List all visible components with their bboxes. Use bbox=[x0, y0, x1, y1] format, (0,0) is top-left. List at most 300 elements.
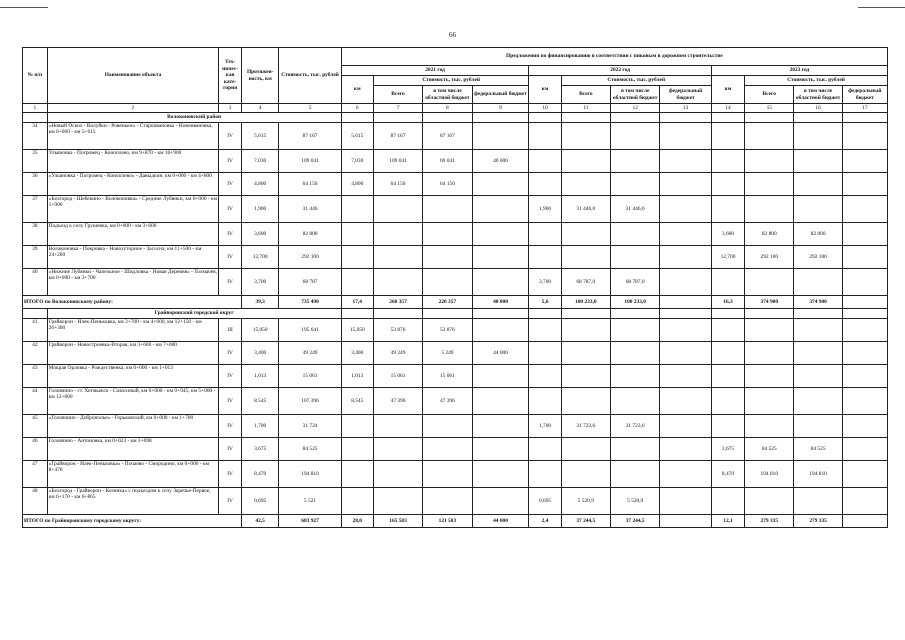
financing-cell bbox=[842, 319, 887, 342]
column-index: 10 bbox=[529, 104, 561, 113]
column-index: 12 bbox=[610, 104, 659, 113]
financing-cell bbox=[373, 269, 422, 296]
empty-cell bbox=[373, 309, 422, 319]
financing-cell bbox=[745, 319, 794, 342]
header-including: в том числе bbox=[803, 88, 833, 95]
financing-cell bbox=[711, 488, 744, 515]
table-row bbox=[23, 173, 888, 196]
financing-cell: 5 249 bbox=[423, 342, 472, 365]
object-name: «Белгород - Шебекино - Волоконовка» - Средние Лубянки, км 0+000 - км 1+900 bbox=[47, 196, 219, 223]
total-row bbox=[23, 296, 888, 309]
tech-category: IV bbox=[219, 388, 242, 415]
empty-cell bbox=[341, 113, 373, 123]
financing-cell bbox=[842, 365, 887, 388]
financing-cell bbox=[341, 269, 373, 296]
financing-cell bbox=[423, 223, 472, 246]
financing-cell bbox=[745, 196, 794, 223]
financing-cell bbox=[423, 461, 472, 488]
empty-cell bbox=[610, 113, 659, 123]
total-financing-cell bbox=[842, 296, 887, 309]
cost-value: 49 249 bbox=[279, 342, 341, 365]
financing-cell: 64 150 bbox=[373, 173, 422, 196]
header-total: Всего bbox=[373, 86, 422, 104]
object-name: «Ульяновка - Погромец - Коноплево» - Давыдкин, км 0+000 - км 4+800 bbox=[47, 173, 219, 196]
financing-cell bbox=[472, 438, 529, 461]
total-financing-cell: 16,3 bbox=[711, 296, 744, 309]
table-row bbox=[23, 269, 888, 296]
header-federal: федеральный бюджет bbox=[472, 86, 529, 104]
financing-cell bbox=[842, 196, 887, 223]
financing-cell bbox=[373, 196, 422, 223]
financing-cell: 47 396 bbox=[373, 388, 422, 415]
total-financing-cell: 44 000 bbox=[472, 515, 529, 528]
table-row bbox=[23, 388, 888, 415]
financing-cell bbox=[529, 461, 561, 488]
total-financing-cell: 37 244,5 bbox=[561, 515, 610, 528]
length-km: 5,615 bbox=[241, 123, 279, 150]
financing-cell bbox=[660, 123, 712, 150]
header-total: Всего bbox=[561, 86, 610, 104]
row-number: 48 bbox=[23, 488, 48, 515]
financing-cell bbox=[529, 123, 561, 150]
financing-cell: 53 876 bbox=[373, 319, 422, 342]
financing-cell bbox=[610, 246, 659, 269]
financing-cell: 109 041 bbox=[373, 150, 422, 173]
financing-cell: 64 150 bbox=[423, 173, 472, 196]
financing-cell bbox=[341, 246, 373, 269]
financing-cell bbox=[373, 223, 422, 246]
length-km: 3,400 bbox=[241, 342, 279, 365]
financing-cell bbox=[794, 150, 842, 173]
cost-value: 64 150 bbox=[279, 173, 341, 196]
object-name: «Грайворон - Илек-Пеньковка» - Почаево - Смородино, км 0+000 - км 8+470 bbox=[47, 461, 219, 488]
financing-cell: 4,800 bbox=[341, 173, 373, 196]
column-index: 8 bbox=[423, 104, 472, 113]
financing-cell bbox=[561, 223, 610, 246]
cost-value: 31 446 bbox=[279, 196, 341, 223]
financing-cell: 292 100 bbox=[745, 246, 794, 269]
empty-cell bbox=[660, 113, 712, 123]
table-row bbox=[23, 246, 888, 269]
tech-category: IV bbox=[219, 223, 242, 246]
total-financing-cell: 374 900 bbox=[794, 296, 842, 309]
page-number: 66 bbox=[449, 31, 456, 39]
financing-cell bbox=[660, 269, 712, 296]
header-regional bbox=[423, 86, 472, 104]
financing-cell bbox=[529, 246, 561, 269]
cost-value: 107 396 bbox=[279, 388, 341, 415]
financing-cell bbox=[561, 365, 610, 388]
column-index: 11 bbox=[561, 104, 610, 113]
header-name: Наименование объекта bbox=[47, 48, 219, 104]
row-number: 39 bbox=[23, 246, 48, 269]
financing-cell bbox=[660, 246, 712, 269]
total-label: ИТОГО по Грайворонскому городскому округу: bbox=[23, 515, 242, 528]
header-year: 2021 год bbox=[341, 66, 529, 76]
header-including: в том числе bbox=[620, 88, 650, 95]
empty-cell bbox=[561, 309, 610, 319]
financing-cell bbox=[529, 150, 561, 173]
column-index: 3 bbox=[219, 104, 242, 113]
empty-cell bbox=[529, 309, 561, 319]
financing-cell bbox=[373, 438, 422, 461]
table-row bbox=[23, 123, 888, 150]
table-row bbox=[23, 319, 888, 342]
financing-cell bbox=[610, 123, 659, 150]
total-financing-cell: 279 335 bbox=[745, 515, 794, 528]
financing-cell bbox=[794, 365, 842, 388]
tech-category: III bbox=[219, 319, 242, 342]
total-financing-cell: 260 357 bbox=[373, 296, 422, 309]
financing-cell bbox=[472, 365, 529, 388]
empty-cell bbox=[842, 113, 887, 123]
row-number: 41 bbox=[23, 319, 48, 342]
row-number: 46 bbox=[23, 438, 48, 461]
object-name: Головчино - Антоновка, км 0+023 - км 3+698 bbox=[47, 438, 219, 461]
financing-cell bbox=[794, 415, 842, 438]
financing-cell bbox=[745, 388, 794, 415]
column-index: 2 bbox=[47, 104, 219, 113]
empty-cell bbox=[610, 309, 659, 319]
tech-category: IV bbox=[219, 150, 242, 173]
total-financing-cell bbox=[842, 515, 887, 528]
empty-cell bbox=[561, 113, 610, 123]
object-name: Ульяновка - Погромец - Коноплево, км 9+870 - км 16+900 bbox=[47, 150, 219, 173]
financing-cell bbox=[561, 461, 610, 488]
financing-cell bbox=[745, 173, 794, 196]
financing-cell bbox=[745, 269, 794, 296]
header-federal: федеральный бюджет bbox=[660, 86, 712, 104]
financing-cell: 3,600 bbox=[711, 223, 744, 246]
financing-cell bbox=[423, 488, 472, 515]
top-rule-left bbox=[0, 7, 48, 8]
header-cost-group: Стоимость, тыс. рублей bbox=[561, 76, 711, 86]
object-name: Подъезд к селу Грушевка, км 0+000 - км 3+600 bbox=[47, 223, 219, 246]
row-number: 47 bbox=[23, 461, 48, 488]
financing-cell bbox=[472, 173, 529, 196]
header-category: Тех-ничес-кая кате-гория bbox=[219, 48, 242, 104]
financing-cell bbox=[711, 173, 744, 196]
financing-cell bbox=[423, 269, 472, 296]
column-index: 1 bbox=[23, 104, 48, 113]
empty-cell bbox=[472, 309, 529, 319]
financing-cell bbox=[660, 461, 712, 488]
section-title: Волоконовский район bbox=[47, 113, 341, 123]
tech-category: IV bbox=[219, 438, 242, 461]
table-row bbox=[23, 150, 888, 173]
financing-cell: 87 167 bbox=[423, 123, 472, 150]
financing-cell bbox=[794, 196, 842, 223]
financing-cell: 47 396 bbox=[423, 388, 472, 415]
length-km: 3,700 bbox=[241, 269, 279, 296]
financing-cell: 31 446,0 bbox=[610, 196, 659, 223]
section-spacer bbox=[23, 309, 48, 319]
financing-cell: 87 167 bbox=[373, 123, 422, 150]
financing-cell bbox=[561, 388, 610, 415]
tech-category: IV bbox=[219, 365, 242, 388]
financing-cell bbox=[794, 388, 842, 415]
header-cost-group: Стоимость, тыс. рублей bbox=[745, 76, 888, 86]
financing-cell bbox=[341, 196, 373, 223]
empty-cell bbox=[423, 309, 472, 319]
financing-cell bbox=[341, 223, 373, 246]
empty-cell bbox=[373, 113, 422, 123]
financing-cell: 44 000 bbox=[472, 342, 529, 365]
financing-cell: 3,675 bbox=[711, 438, 744, 461]
table-row bbox=[23, 415, 888, 438]
empty-cell bbox=[423, 113, 472, 123]
financing-cell bbox=[842, 461, 887, 488]
header-proposals: Предложения по финансированию в соответствии с пиковым в дорожном строительстве bbox=[341, 48, 887, 66]
empty-cell bbox=[660, 309, 712, 319]
financing-cell bbox=[842, 246, 887, 269]
financing-cell bbox=[610, 223, 659, 246]
financing-cell: 84 525 bbox=[794, 438, 842, 461]
financing-cell bbox=[794, 342, 842, 365]
financing-cell bbox=[373, 415, 422, 438]
financing-table bbox=[22, 47, 888, 528]
financing-cell bbox=[660, 415, 712, 438]
tech-category: IV bbox=[219, 342, 242, 365]
financing-cell bbox=[472, 223, 529, 246]
total-cost: 683 927 bbox=[279, 515, 341, 528]
financing-cell bbox=[561, 342, 610, 365]
financing-cell: 8,470 bbox=[711, 461, 744, 488]
top-rule-right bbox=[858, 7, 905, 8]
length-km: 8,545 bbox=[241, 388, 279, 415]
table-row bbox=[23, 342, 888, 365]
total-financing-cell bbox=[660, 296, 712, 309]
financing-cell bbox=[794, 123, 842, 150]
financing-cell bbox=[711, 342, 744, 365]
total-financing-cell: 100 233,0 bbox=[561, 296, 610, 309]
financing-cell bbox=[660, 150, 712, 173]
financing-cell bbox=[341, 415, 373, 438]
financing-cell bbox=[610, 461, 659, 488]
financing-cell bbox=[529, 342, 561, 365]
total-financing-cell: 165 583 bbox=[373, 515, 422, 528]
financing-cell bbox=[561, 319, 610, 342]
section-row bbox=[23, 309, 888, 319]
object-name: «Нижние Лубянки - Чапельное - Шидловка - Новая Деревня» - Толмачев, км 0+000 - км 3+700 bbox=[47, 269, 219, 296]
financing-cell: 1,900 bbox=[529, 196, 561, 223]
object-name: «Головчино - Доброполье» - Горьковский, км 0+000 - км 1+700 bbox=[47, 415, 219, 438]
table-row bbox=[23, 461, 888, 488]
financing-cell bbox=[423, 415, 472, 438]
financing-cell bbox=[472, 488, 529, 515]
empty-cell bbox=[529, 113, 561, 123]
column-index: 5 bbox=[279, 104, 341, 113]
cost-value: 292 100 bbox=[279, 246, 341, 269]
cost-value: 87 167 bbox=[279, 123, 341, 150]
row-number: 44 bbox=[23, 388, 48, 415]
column-index: 6 bbox=[341, 104, 373, 113]
object-name: Мокрая Орловка - Рождественка, км 0+000 - км 1+013 bbox=[47, 365, 219, 388]
header-no: № п/п bbox=[23, 48, 48, 104]
financing-cell bbox=[472, 269, 529, 296]
financing-cell: 68 787,0 bbox=[610, 269, 659, 296]
total-financing-cell: 12,1 bbox=[711, 515, 744, 528]
financing-cell: 7,030 bbox=[341, 150, 373, 173]
financing-cell bbox=[794, 319, 842, 342]
cost-value: 195 641 bbox=[279, 319, 341, 342]
object-name: Грайворон - Илек-Пеньковка, км 3+700 - км 4+600, км 12+150 - км 26+300 bbox=[47, 319, 219, 342]
total-financing-cell: 279 335 bbox=[794, 515, 842, 528]
financing-cell bbox=[660, 342, 712, 365]
financing-cell bbox=[794, 488, 842, 515]
column-index: 4 bbox=[241, 104, 279, 113]
financing-cell bbox=[529, 365, 561, 388]
financing-cell bbox=[711, 150, 744, 173]
row-number: 36 bbox=[23, 173, 48, 196]
object-name: Грайворон - Новостроевка-Вторая, км 3+600 - км 7+000 bbox=[47, 342, 219, 365]
row-number: 37 bbox=[23, 196, 48, 223]
length-km: 1,900 bbox=[241, 196, 279, 223]
financing-cell bbox=[610, 438, 659, 461]
financing-cell: 82 800 bbox=[794, 223, 842, 246]
table-row bbox=[23, 196, 888, 223]
financing-cell bbox=[341, 461, 373, 488]
financing-cell bbox=[711, 319, 744, 342]
length-km: 7,030 bbox=[241, 150, 279, 173]
financing-cell bbox=[794, 269, 842, 296]
header-regional-label: областной бюджет bbox=[795, 94, 841, 101]
financing-cell bbox=[472, 246, 529, 269]
financing-cell bbox=[842, 269, 887, 296]
financing-cell: 194 810 bbox=[794, 461, 842, 488]
financing-cell bbox=[660, 365, 712, 388]
header-cost-group: Стоимость, тыс. рублей bbox=[373, 76, 529, 86]
financing-cell bbox=[610, 150, 659, 173]
header-regional bbox=[794, 86, 842, 104]
table-header bbox=[23, 48, 888, 104]
object-name: «Белгород - Грайворон - Козинка» с подъездом к селу Заречье-Первое, км 6+170 - км 6+865 bbox=[47, 488, 219, 515]
financing-cell bbox=[842, 415, 887, 438]
financing-cell bbox=[472, 388, 529, 415]
total-financing-cell: 2,4 bbox=[529, 515, 561, 528]
financing-cell bbox=[660, 388, 712, 415]
financing-cell: 31 446,0 bbox=[561, 196, 610, 223]
tech-category: IV bbox=[219, 246, 242, 269]
financing-cell bbox=[842, 342, 887, 365]
financing-cell bbox=[529, 173, 561, 196]
financing-cell bbox=[660, 488, 712, 515]
object-name: Волоконовка - Покровка - Новохуторное - Засосна, км 11+500 - км 24+200 bbox=[47, 246, 219, 269]
financing-cell: 53 876 bbox=[423, 319, 472, 342]
tech-category: IV bbox=[219, 461, 242, 488]
financing-cell: 194 810 bbox=[745, 461, 794, 488]
financing-cell: 3,700 bbox=[529, 269, 561, 296]
total-length: 39,3 bbox=[241, 296, 279, 309]
financing-cell: 292 100 bbox=[794, 246, 842, 269]
column-index: 14 bbox=[711, 104, 744, 113]
tech-category: IV bbox=[219, 123, 242, 150]
header-km: км bbox=[529, 76, 561, 104]
financing-cell bbox=[373, 246, 422, 269]
empty-cell bbox=[711, 113, 744, 123]
financing-cell bbox=[341, 488, 373, 515]
financing-cell bbox=[423, 246, 472, 269]
financing-cell bbox=[794, 173, 842, 196]
total-financing-cell: 121 583 bbox=[423, 515, 472, 528]
financing-cell bbox=[610, 319, 659, 342]
financing-cell: 3,400 bbox=[341, 342, 373, 365]
header-length: Протяжен-ность, км bbox=[241, 48, 279, 104]
financing-cell bbox=[472, 123, 529, 150]
row-number: 42 bbox=[23, 342, 48, 365]
financing-cell bbox=[745, 342, 794, 365]
empty-cell bbox=[842, 309, 887, 319]
financing-cell: 1,013 bbox=[341, 365, 373, 388]
financing-cell: 82 800 bbox=[745, 223, 794, 246]
column-index: 13 bbox=[660, 104, 712, 113]
cost-value: 82 800 bbox=[279, 223, 341, 246]
tech-category: IV bbox=[219, 488, 242, 515]
financing-cell bbox=[711, 365, 744, 388]
financing-cell: 1,700 bbox=[529, 415, 561, 438]
cost-value: 15 061 bbox=[279, 365, 341, 388]
length-km: 3,600 bbox=[241, 223, 279, 246]
total-financing-cell: 100 233,0 bbox=[610, 296, 659, 309]
financing-cell bbox=[745, 150, 794, 173]
financing-cell: 5 520,9 bbox=[561, 488, 610, 515]
financing-cell: 40 000 bbox=[472, 150, 529, 173]
financing-cell: 0,695 bbox=[529, 488, 561, 515]
financing-cell: 15 061 bbox=[373, 365, 422, 388]
total-financing-cell: 5,6 bbox=[529, 296, 561, 309]
total-financing-cell bbox=[660, 515, 712, 528]
length-km: 12,700 bbox=[241, 246, 279, 269]
length-km: 1,013 bbox=[241, 365, 279, 388]
table-row bbox=[23, 488, 888, 515]
header-year: 2023 год bbox=[711, 66, 887, 76]
section-title: Грайворонский городской округ bbox=[47, 309, 341, 319]
empty-cell bbox=[745, 309, 794, 319]
financing-cell bbox=[561, 150, 610, 173]
financing-cell bbox=[529, 223, 561, 246]
financing-cell bbox=[472, 415, 529, 438]
financing-cell: 5 520,9 bbox=[610, 488, 659, 515]
object-name: «Новый Оскол - Волуйки - Ровеньки» - Староивановка - Новоивановка, км 0+000 - км 5+615 bbox=[47, 123, 219, 150]
financing-cell bbox=[561, 123, 610, 150]
financing-cell bbox=[610, 365, 659, 388]
cost-value: 109 041 bbox=[279, 150, 341, 173]
cost-value: 84 525 bbox=[279, 438, 341, 461]
empty-cell bbox=[745, 113, 794, 123]
financing-cell bbox=[711, 388, 744, 415]
cost-value: 5 521 bbox=[279, 488, 341, 515]
financing-cell bbox=[472, 461, 529, 488]
object-name: Головчино - ст. Хотмыжск - Совхозный, км 0+000 - км 0+945; км 5+000 - км 12+600 bbox=[47, 388, 219, 415]
financing-cell bbox=[472, 319, 529, 342]
empty-cell bbox=[341, 309, 373, 319]
financing-cell bbox=[842, 123, 887, 150]
financing-cell: 5,615 bbox=[341, 123, 373, 150]
header-federal: федеральный бюджет bbox=[842, 86, 887, 104]
column-index: 9 bbox=[472, 104, 529, 113]
financing-cell bbox=[610, 342, 659, 365]
row-number: 34 bbox=[23, 123, 48, 150]
financing-cell bbox=[373, 461, 422, 488]
financing-cell bbox=[660, 223, 712, 246]
empty-cell bbox=[794, 113, 842, 123]
total-financing-cell: 37 244,5 bbox=[610, 515, 659, 528]
tech-category: IV bbox=[219, 415, 242, 438]
row-number: 43 bbox=[23, 365, 48, 388]
row-number: 40 bbox=[23, 269, 48, 296]
cost-value: 68 787 bbox=[279, 269, 341, 296]
financing-cell bbox=[660, 196, 712, 223]
